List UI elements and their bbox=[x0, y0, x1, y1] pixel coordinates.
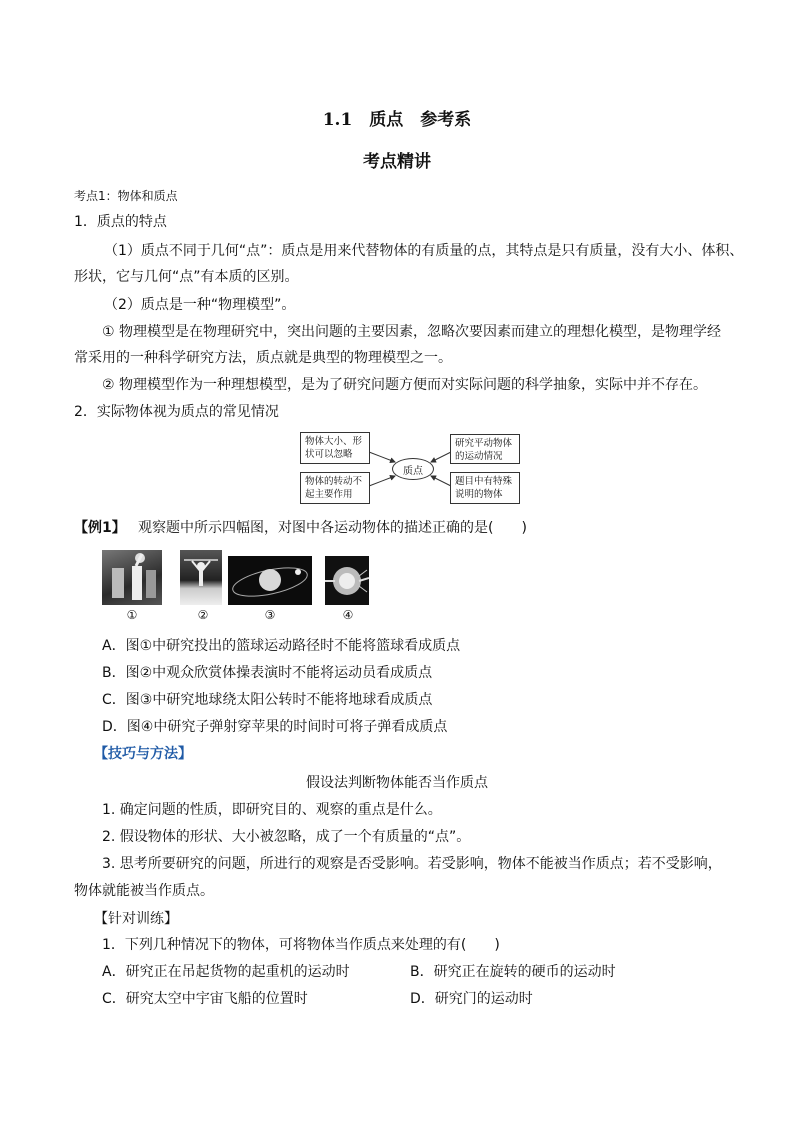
training-option-c: C．研究太空中宇宙飞船的位置时 bbox=[102, 991, 308, 1007]
concept-diagram bbox=[296, 430, 526, 508]
apple-burst-icon bbox=[325, 556, 369, 605]
option-a: A．图①中研究投出的篮球运动路径时不能将篮球看成质点 bbox=[102, 638, 461, 654]
arrow-top-left bbox=[369, 452, 395, 462]
caption-2: ② bbox=[197, 608, 209, 622]
photo-gymnastics bbox=[180, 550, 222, 605]
tips-heading: 【技巧与方法】 bbox=[94, 746, 192, 762]
tips-step-1: 1. 确定问题的性质，即研究目的、观察的重点是什么。 bbox=[102, 802, 442, 818]
tips-title: 假设法判断物体能否当作质点 bbox=[306, 775, 488, 791]
diagram-box-bottom-right: 题目中有特殊说明的物体 bbox=[450, 472, 520, 504]
training-question-1: 1．下列几种情况下的物体，可将物体当作质点来处理的有( ) bbox=[102, 937, 500, 953]
orbit-icon bbox=[228, 556, 312, 605]
arrow-bottom-right bbox=[431, 476, 451, 486]
tips-step-3-line-2: 物体就能被当作质点。 bbox=[74, 883, 214, 899]
caption-4: ④ bbox=[342, 608, 354, 622]
section-heading: 考点1：物体和质点 bbox=[74, 189, 178, 203]
paragraph-3-line-1: ① 物理模型是在物理研究中，突出问题的主要因素，忽略次要因素而建立的理想化模型，是物理学经 bbox=[102, 324, 721, 340]
tips-step-3-line-1: 3. 思考所要研究的问题，所进行的观察是否受影响。若受影响，物体不能被当作质点；若不受影响， bbox=[102, 856, 722, 872]
paragraph-2: （2）质点是一种“物理模型”。 bbox=[104, 297, 296, 313]
caption-1: ① bbox=[126, 608, 138, 622]
gymnast-icon bbox=[180, 550, 222, 605]
option-d: D．图④中研究子弹射穿苹果的时间时可将子弹看成质点 bbox=[102, 719, 448, 735]
option-b: B．图②中观众欣赏体操表演时不能将运动员看成质点 bbox=[102, 665, 433, 681]
paragraph-4: ② 物理模型作为一种理想模型，是为了研究问题方便而对实际问题的科学抽象，实际中并不存在。 bbox=[102, 377, 707, 393]
training-heading: 【针对训练】 bbox=[94, 911, 178, 927]
example-label: 【例1】 bbox=[74, 520, 126, 536]
page-subtitle: 考点精讲 bbox=[363, 152, 431, 172]
diagram-center-node: 质点 bbox=[392, 458, 434, 480]
item-1-title: 1．质点的特点 bbox=[74, 214, 167, 230]
photo-earth-orbit bbox=[228, 556, 312, 605]
diagram-box-top-left: 物体大小、形状可以忽略 bbox=[300, 432, 370, 464]
tips-step-2: 2. 假设物体的形状、大小被忽略，成了一个有质量的“点”。 bbox=[102, 829, 471, 845]
page-title: 1.1 质点 参考系 bbox=[322, 110, 472, 130]
training-option-a: A．研究正在吊起货物的起重机的运动时 bbox=[102, 964, 350, 980]
photo-basketball bbox=[102, 550, 162, 605]
option-c: C．图③中研究地球绕太阳公转时不能将地球看成质点 bbox=[102, 692, 433, 708]
example-question: 观察题中所示四幅图，对图中各运动物体的描述正确的是( ) bbox=[138, 520, 527, 536]
item-2-title: 2．实际物体视为质点的常见情况 bbox=[74, 404, 279, 420]
photo-bullet-apple bbox=[325, 556, 369, 605]
arrow-bottom-left bbox=[369, 476, 395, 486]
arrow-top-right bbox=[431, 452, 451, 462]
training-option-d: D．研究门的运动时 bbox=[410, 991, 533, 1007]
paragraph-3-line-2: 常采用的一种科学研究方法，质点就是典型的物理模型之一。 bbox=[74, 350, 452, 366]
diagram-box-top-right: 研究平动物体的运动情况 bbox=[450, 434, 520, 464]
diagram-box-bottom-left: 物体的转动不起主要作用 bbox=[300, 472, 370, 504]
caption-3: ③ bbox=[264, 608, 276, 622]
training-option-b: B．研究正在旋转的硬币的运动时 bbox=[410, 964, 616, 980]
basketball-players-icon bbox=[102, 550, 162, 605]
paragraph-1-line-1: （1）质点不同于几何“点”：质点是用来代替物体的有质量的点，其特点是只有质量，没有大小、体积、 bbox=[104, 243, 744, 259]
paragraph-1-line-2: 形状，它与几何“点”有本质的区别。 bbox=[74, 269, 299, 285]
